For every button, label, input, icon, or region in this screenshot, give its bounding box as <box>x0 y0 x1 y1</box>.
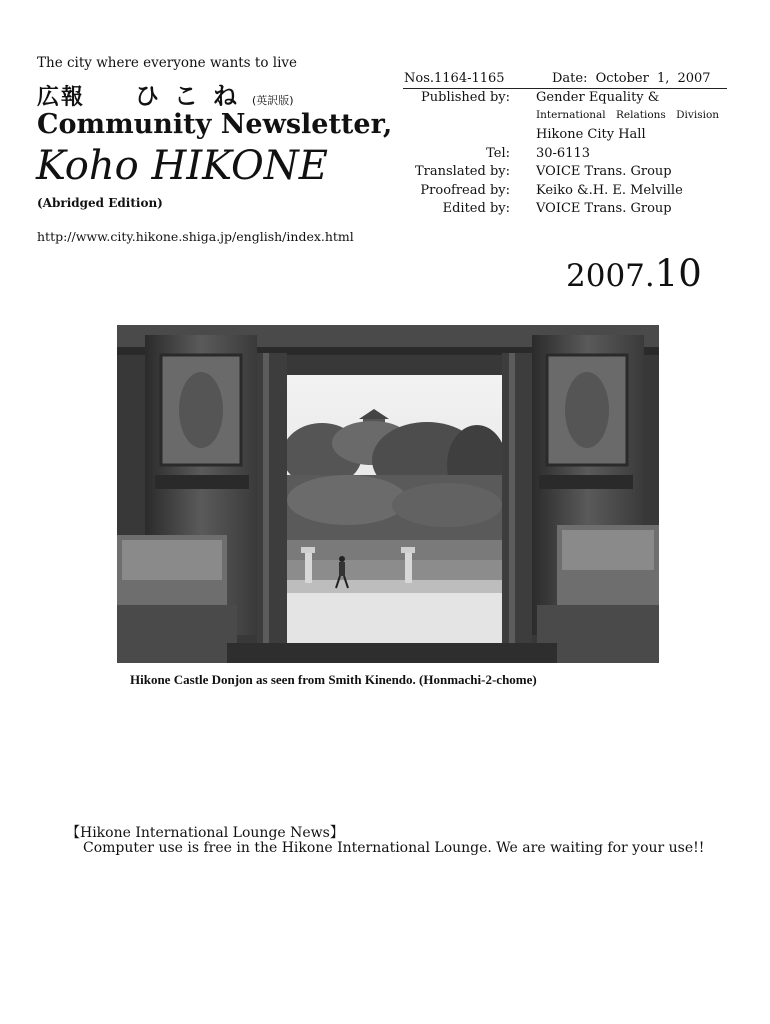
credits-label <box>400 127 536 146</box>
credits-table <box>400 90 719 220</box>
credits-label <box>400 109 536 128</box>
credits-row <box>400 146 719 165</box>
credits-label: Edited by: <box>442 201 510 216</box>
credits-row <box>400 183 719 202</box>
tagline: The city where everyone wants to live <box>37 55 298 71</box>
japanese-title <box>37 76 294 111</box>
credits-row <box>400 90 719 109</box>
edition-label: (Abridged Edition) <box>37 196 163 210</box>
credits-value: 30-6113 <box>536 145 591 161</box>
credits-value: Hikone City Hall <box>536 127 646 142</box>
photo-caption: Hikone Castle Donjon as seen from Smith Kinendo. (Honmachi-2-chome) <box>130 672 537 687</box>
japanese-title-kanji: 広報 <box>37 85 86 110</box>
japanese-title-hiragana: ひこね <box>135 82 253 110</box>
credits-row <box>400 201 719 220</box>
credits-label: Tel: <box>486 145 510 161</box>
japanese-title-suffix: (英訳版) <box>252 94 294 107</box>
newsletter-name: Koho HIKONE <box>36 143 328 189</box>
credits-row <box>400 127 719 146</box>
credits-label: Proofread by: <box>420 182 510 198</box>
newsletter-title: Community Newsletter, <box>37 109 393 140</box>
credits-value: Keiko &.H. E. Melville <box>536 182 683 198</box>
credits-label: Translated by: <box>414 164 510 179</box>
credits-row <box>400 164 719 183</box>
credits-value: International Relations Division <box>536 108 720 121</box>
castle-gate-photo <box>117 325 659 663</box>
credits-value: Gender Equality & <box>536 90 660 105</box>
cover-photo <box>117 325 659 663</box>
credits-value: VOICE Trans. Group <box>536 201 672 216</box>
credits-row <box>400 109 719 128</box>
credits-label: Published by: <box>421 90 510 105</box>
issue-year: 2007. <box>566 258 655 294</box>
issue-number <box>566 252 702 295</box>
issue-numbers: Nos.1164-1165 <box>404 71 505 86</box>
issue-month: 10 <box>654 252 702 295</box>
credits-value: VOICE Trans. Group <box>536 164 672 179</box>
issue-date: Date: October 1, 2007 <box>552 71 711 86</box>
news-body: Computer use is free in the Hikone International Lounge. We are waiting for your use!! <box>83 840 705 856</box>
news-heading: 【Hikone International Lounge News】 <box>66 825 344 841</box>
website-url: http://www.city.hikone.shiga.jp/english/index.html <box>37 229 354 244</box>
header-rule <box>403 88 727 89</box>
